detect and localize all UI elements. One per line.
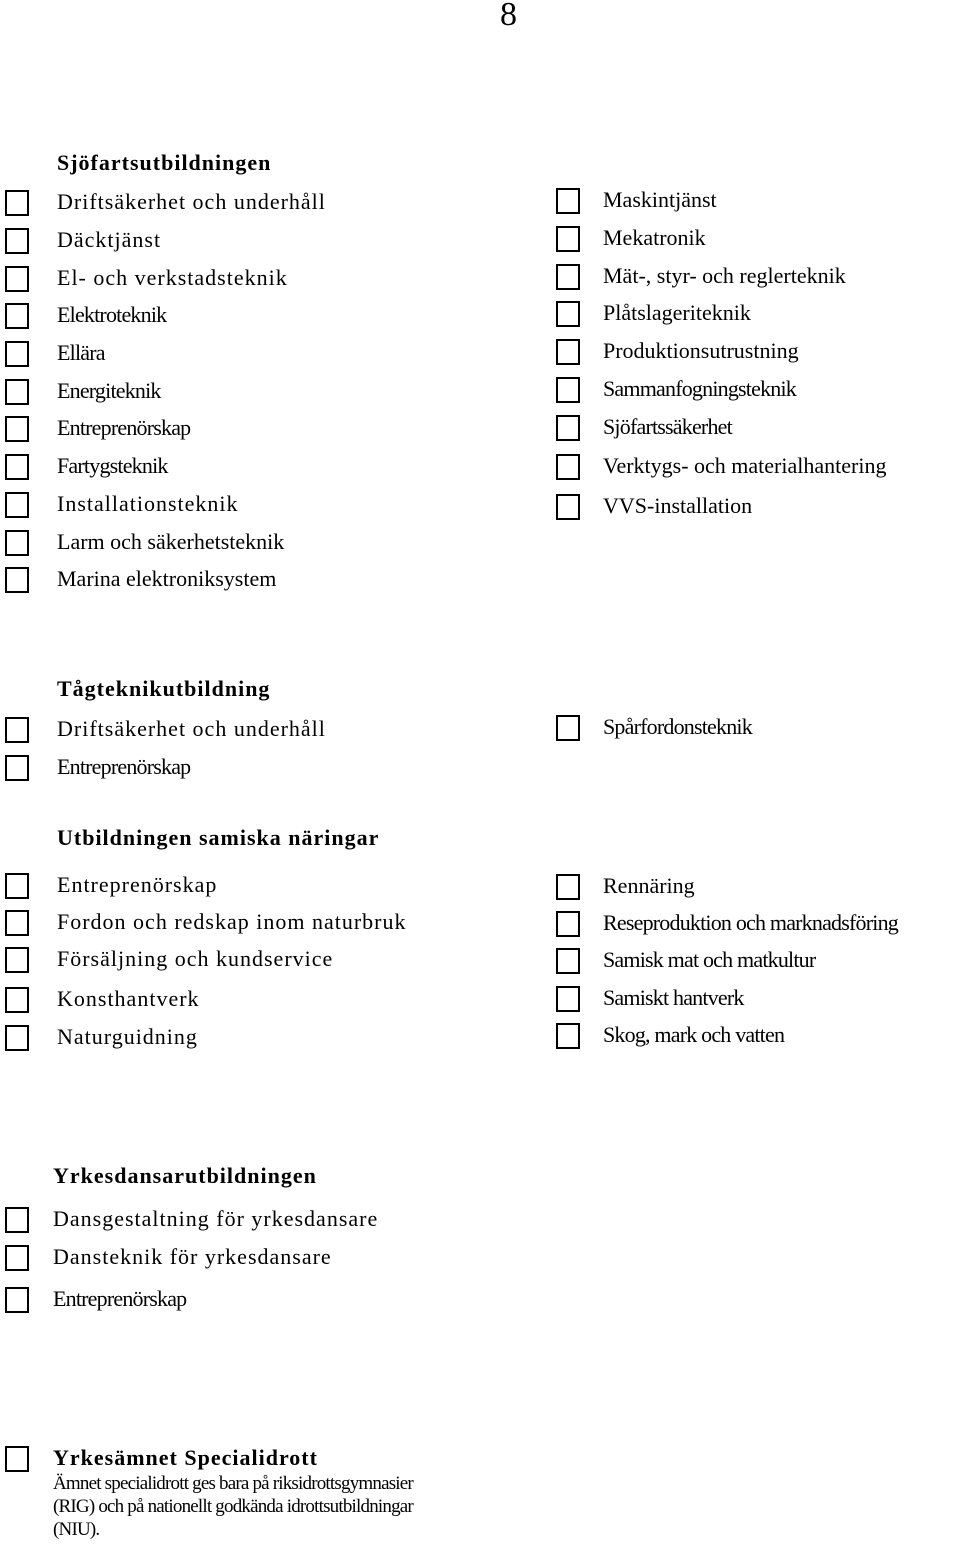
checkbox[interactable]	[5, 379, 29, 405]
checkbox[interactable]	[5, 190, 29, 216]
checkbox[interactable]	[556, 1023, 580, 1049]
checkbox[interactable]	[5, 266, 29, 292]
checkbox[interactable]	[556, 948, 580, 974]
checkbox-label: Driftsäkerhet och underhåll	[57, 189, 326, 214]
checkbox[interactable]	[556, 715, 580, 741]
checkbox-label: VVS-installation	[603, 493, 753, 518]
specialidrott-note: Ämnet specialidrott ges bara på riksidrottsgymnasier (RIG) och på nationellt godkända idrottsutbildningar (NIU).	[53, 1473, 413, 1540]
page-number: 8	[500, 0, 517, 33]
checkbox-label: Entreprenörskap	[53, 1286, 187, 1311]
checkbox[interactable]	[5, 1287, 29, 1313]
checkbox[interactable]	[5, 947, 29, 973]
checkbox[interactable]	[556, 226, 580, 252]
checkbox[interactable]	[556, 454, 580, 480]
checkbox-label: Mekatronik	[603, 225, 706, 250]
checkbox-label: Sjöfartssäkerhet	[603, 414, 732, 439]
checkbox-label: Rennäring	[603, 873, 695, 898]
checkbox-label: Däcktjänst	[57, 227, 162, 252]
section-heading-specialidrott: Yrkesämnet Specialidrott	[53, 1445, 318, 1470]
checkbox-label: Fordon och redskap inom naturbruk	[57, 909, 407, 934]
checkbox[interactable]	[5, 416, 29, 442]
checkbox[interactable]	[5, 910, 29, 936]
checkbox-label: Konsthantverk	[57, 986, 200, 1011]
checkbox-label: Verktygs- och materialhantering	[603, 453, 887, 478]
checkbox-label: Samisk mat och matkultur	[603, 947, 816, 972]
checkbox[interactable]	[5, 1245, 29, 1271]
checkbox-label: Installationsteknik	[57, 491, 239, 516]
checkbox[interactable]	[5, 1207, 29, 1233]
checkbox-label: Skog, mark och vatten	[603, 1022, 785, 1047]
checkbox[interactable]	[5, 228, 29, 254]
checkbox-label: Produktionsutrustning	[603, 338, 799, 363]
section-heading-sjofart: Sjöfartsutbildningen	[57, 150, 272, 175]
checkbox-label: Entreprenörskap	[57, 754, 191, 779]
checkbox[interactable]	[556, 301, 580, 327]
checkbox[interactable]	[556, 339, 580, 365]
checkbox[interactable]	[556, 188, 580, 214]
checkbox-label: Energiteknik	[57, 378, 161, 403]
checkbox[interactable]	[556, 377, 580, 403]
checkbox-label: Dansteknik för yrkesdansare	[53, 1244, 332, 1269]
checkbox[interactable]	[5, 567, 29, 593]
checkbox-label: Driftsäkerhet och underhåll	[57, 716, 326, 741]
checkbox-label: Ellära	[57, 340, 105, 365]
checkbox-label: Dansgestaltning för yrkesdansare	[53, 1206, 379, 1231]
checkbox-label: Reseproduktion och marknadsföring	[603, 910, 898, 935]
checkbox-label: El- och verkstadsteknik	[57, 265, 288, 290]
checkbox[interactable]	[556, 874, 580, 900]
checkbox[interactable]	[5, 454, 29, 480]
checkbox[interactable]	[556, 911, 580, 937]
section-heading-tag: Tågteknikutbildning	[57, 676, 271, 701]
checkbox-label: Plåtslageriteknik	[603, 300, 751, 325]
checkbox-label: Larm och säkerhetsteknik	[57, 529, 285, 554]
checkbox[interactable]	[5, 987, 29, 1013]
checkbox[interactable]	[5, 755, 29, 781]
checkbox[interactable]	[556, 264, 580, 290]
checkbox-label: Spårfordonsteknik	[603, 714, 752, 739]
checkbox-label: Försäljning och kundservice	[57, 946, 334, 971]
checkbox-label: Entreprenörskap	[57, 415, 191, 440]
checkbox-label: Marina elektroniksystem	[57, 566, 277, 591]
checkbox-label: Naturguidning	[57, 1024, 198, 1049]
checkbox-label: Mät-, styr- och reglerteknik	[603, 263, 846, 288]
section-heading-yrkesdans: Yrkesdansarutbildningen	[53, 1163, 317, 1188]
checkbox[interactable]	[556, 415, 580, 441]
checkbox[interactable]	[5, 1446, 29, 1472]
checkbox-label: Elektroteknik	[57, 302, 167, 327]
section-heading-samiska: Utbildningen samiska näringar	[57, 825, 380, 850]
checkbox[interactable]	[5, 303, 29, 329]
checkbox[interactable]	[5, 1025, 29, 1051]
checkbox[interactable]	[5, 341, 29, 367]
checkbox[interactable]	[556, 494, 580, 520]
checkbox[interactable]	[5, 873, 29, 899]
checkbox[interactable]	[5, 717, 29, 743]
checkbox-label: Fartygsteknik	[57, 453, 168, 478]
checkbox[interactable]	[5, 492, 29, 518]
checkbox-label: Maskintjänst	[603, 187, 717, 212]
checkbox[interactable]	[5, 530, 29, 556]
checkbox-label: Samiskt hantverk	[603, 985, 744, 1010]
checkbox-label: Entreprenörskap	[57, 872, 218, 897]
checkbox-label: Sammanfogningsteknik	[603, 376, 796, 401]
checkbox[interactable]	[556, 986, 580, 1012]
